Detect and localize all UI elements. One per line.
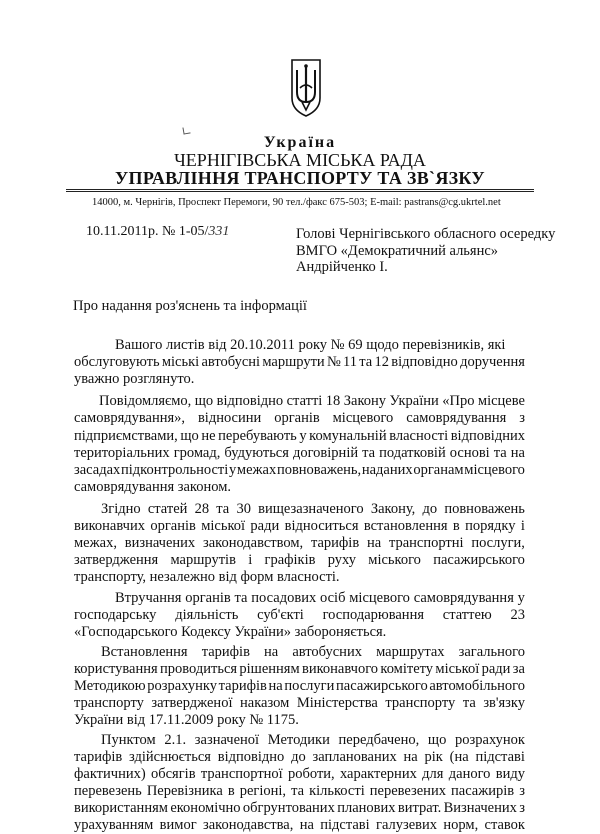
- body-line: «Господарського Кодексу України» забороняється.: [74, 624, 387, 640]
- body-line: господарську діяльність суб'єкті господарювання статтею 23: [74, 607, 525, 623]
- header-department: УПРАВЛІННЯ ТРАНСПОРТУ ТА ЗВ`ЯЗКУ: [115, 168, 485, 188]
- body-line: Втручання органів та посадових осіб місцевого самоврядування у: [115, 590, 525, 606]
- body-line: перевезень Перевізника в регіоні, та кількості перевезених пасажирів з: [74, 783, 525, 799]
- body-line: територіальних громад, будуються договірній та податковій основі та на: [74, 445, 525, 461]
- body-line: Методикою розрахунку тарифів на послуги пасажирського автомобільного: [74, 678, 525, 694]
- body-line: Згідно статей 28 та 30 вищезазначеного Закону, до повноважень: [101, 501, 525, 517]
- body-line: виконавчих органів міської ради відноситься встановлення в порядку і: [74, 518, 525, 534]
- body-line: самоврядування», відносини органів місцевого самоврядування з: [74, 410, 525, 426]
- body-line: транспорту затвердженої наказом Міністерства транспорту та зв'язку: [74, 695, 525, 711]
- body-line: тарифів здійснюється відповідно до запланованих на рік (на підставі: [74, 749, 525, 765]
- header-divider-2: [66, 191, 534, 192]
- letter-date-reference: [86, 224, 229, 240]
- header-address: 14000, м. Чернігів, Проспект Перемоги, 90 тел./факс 675-503; E-mail: pastrans@cg.ukrtel.net: [92, 197, 501, 208]
- body-line: уважно розглянуто.: [74, 371, 195, 387]
- recipient-line: Голові Чернігівського обласного осередку: [296, 226, 556, 242]
- letter-subject: Про надання роз'яснень та інформації: [73, 298, 307, 314]
- body-line: Встановлення тарифів на автобусних маршрутах загального: [101, 644, 525, 660]
- body-line: фактичних) обсягів транспортної роботи, характерних для даного виду: [74, 766, 525, 782]
- body-line: затвердження маршрутів і графіків руху міського пасажирського: [74, 552, 525, 568]
- header-divider: [66, 189, 534, 190]
- body-line: Пунктом 2.1. зазначеної Методики передбачено, що розрахунок: [101, 732, 525, 748]
- trident-emblem-icon: [286, 58, 326, 118]
- body-line: самоврядування законом.: [74, 479, 232, 495]
- body-line: користування проводиться рішенням виконавчого комітету міської ради за: [74, 661, 525, 677]
- header-council: ЧЕРНІГІВСЬКА МІСЬКА РАДА: [174, 150, 426, 170]
- body-line: обслуговують міські автобусні маршрути № 11 та 12 відповідно доручення: [74, 354, 525, 370]
- body-line: України від 17.11.2009 року № 1175.: [74, 712, 299, 728]
- body-line: засадах підконтрольності у межах повноважень, наданих органам місцевого: [74, 462, 525, 478]
- date-ref-text: 10.11.2011р. № 1-05/: [86, 224, 209, 239]
- recipient-block: [296, 226, 555, 276]
- body-line: транспорту, незалежно від форм власності.: [74, 569, 340, 585]
- body-line: Повідомляємо, що відповідно статті 18 Закону України «Про місцеве: [99, 393, 525, 409]
- body-line: підприємствами, що не перебувають у комунальній власності відповідних: [74, 428, 525, 444]
- header-country: Україна: [263, 134, 337, 151]
- body-line: використанням економічно обгрунтованих планових витрат. Визначених з: [74, 800, 525, 816]
- recipient-line: Андрійченко І.: [296, 259, 388, 275]
- body-line: Вашого листів від 20.10.2011 року № 69 щодо перевізників, які: [115, 337, 506, 353]
- recipient-line: ВМГО «Демократичний альянс»: [296, 242, 499, 259]
- ref-handwritten: 331: [208, 224, 230, 239]
- body-line: межах, визначених законодавством, тарифів на транспортні послуги,: [74, 535, 525, 551]
- body-line: урахуванням вимог законодавства, на підставі галузевих норм, ставок: [74, 817, 525, 833]
